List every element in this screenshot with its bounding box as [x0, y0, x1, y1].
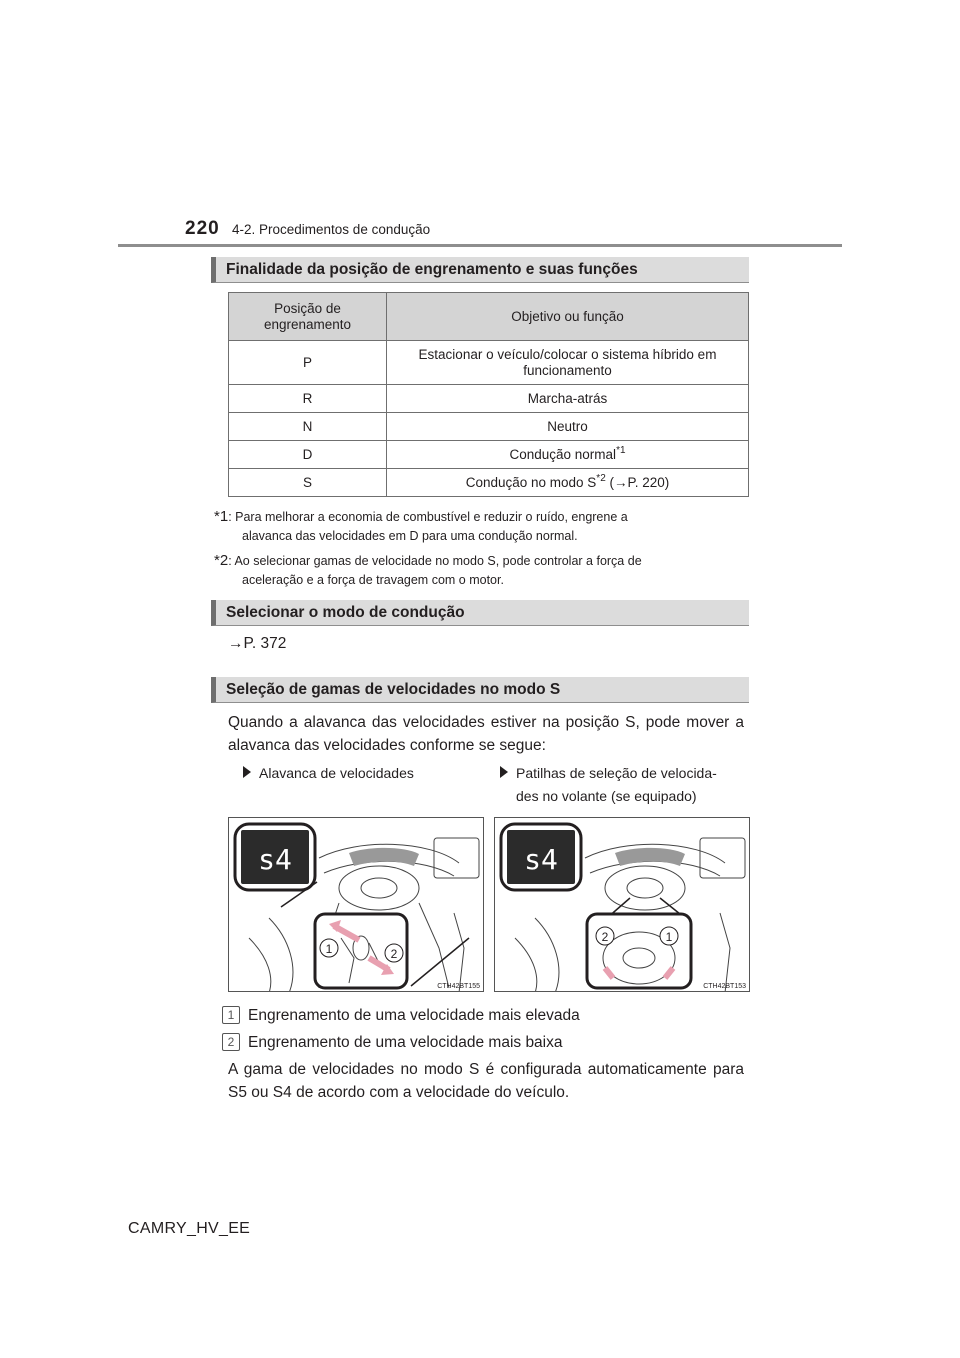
s-mode-intro: Quando a alavanca das velocidades estiver na posição S, pode mover a alavanca das velocidades conforme se segue: — [228, 714, 744, 754]
caption-text-cont: des no volante (se equipado) — [516, 788, 697, 804]
number-badge: 2 — [222, 1033, 240, 1051]
gear-function-cell: Marcha-atrás — [387, 385, 749, 413]
triangle-bullet-icon — [500, 766, 508, 778]
gear-position-cell: P — [229, 341, 387, 385]
table-row — [229, 413, 749, 441]
gear-positions-table — [228, 292, 749, 497]
footnote-text: : Ao selecionar gamas de velocidade no modo S, pode controlar a força de — [228, 554, 642, 568]
paddle-shifter-illustration — [495, 818, 750, 992]
section-title: 4-2. Procedimentos de condução — [232, 222, 431, 237]
drive-mode-heading: Selecionar o modo de condução — [211, 600, 749, 626]
function-text: Condução no modo S — [465, 474, 597, 490]
caption-text: Patilhas de seleção de velocida- — [516, 765, 717, 781]
gear-position-cell: N — [229, 413, 387, 441]
s-mode-closing: A gama de velocidades no modo S é configurada automaticamente para S5 ou S4 de acordo com a velocidade do veículo. — [228, 1061, 744, 1101]
list-item-text: Engrenamento de uma velocidade mais baixa — [248, 1034, 563, 1051]
page-reference: (→P. 220) — [609, 474, 670, 490]
footnote-text-cont: aceleração e a força de travagem com o motor. — [242, 573, 504, 587]
table-row — [229, 341, 749, 385]
drive-mode-reference[interactable]: →P. 372 — [228, 635, 287, 652]
triangle-bullet-icon — [243, 766, 251, 778]
caption-text: Alavanca de velocidades — [259, 765, 414, 781]
gear-lever-figure — [228, 817, 484, 992]
column-header-position: Posição de engrenamento — [229, 293, 387, 341]
left-figure-caption — [243, 762, 414, 785]
model-code: CAMRY_HV_EE — [128, 1220, 251, 1237]
footnote-mark: *2 — [214, 552, 229, 569]
footnote-text: : Para melhorar a economia de combustível e reduzir o ruído, engrene a — [228, 510, 628, 524]
list-item-text: Engrenamento de uma velocidade mais elevada — [248, 1007, 580, 1024]
table-header-row — [229, 293, 749, 341]
paddle-shifter-figure — [494, 817, 750, 992]
footnote-marker: *1 — [616, 444, 626, 456]
gear-position-cell: D — [229, 441, 387, 469]
footnote-marker: *2 — [596, 472, 606, 484]
callout-1: 1 — [325, 942, 333, 956]
column-header-function: Objetivo ou função — [387, 293, 749, 341]
s4-display-text: s4 — [524, 843, 558, 876]
callout-1: 1 — [665, 930, 673, 944]
s4-display-text: s4 — [258, 843, 292, 876]
list-item — [222, 1004, 738, 1027]
function-text: Condução normal — [509, 446, 617, 462]
table-row — [229, 385, 749, 413]
table-row — [229, 469, 749, 497]
list-item — [222, 1031, 738, 1054]
callout-2: 2 — [390, 947, 398, 961]
figure-code: CTH42BT153 — [703, 983, 746, 990]
footnote-1 — [214, 507, 748, 546]
gear-function-cell: Estacionar o veículo/colocar o sistema híbrido em funcionamento — [387, 341, 749, 385]
callout-2: 2 — [601, 930, 609, 944]
number-badge: 1 — [222, 1006, 240, 1024]
gear-function-cell: Neutro — [387, 413, 749, 441]
table-row — [229, 441, 749, 469]
s-mode-heading: Seleção de gamas de velocidades no modo S — [211, 677, 749, 703]
footnote-text-cont: alavanca das velocidades em D para uma condução normal. — [242, 529, 578, 543]
gear-position-cell: R — [229, 385, 387, 413]
page-number: 220 — [185, 218, 220, 239]
gear-lever-illustration — [229, 818, 484, 992]
gear-section-heading: Finalidade da posição de engrenamento e suas funções — [211, 257, 749, 283]
header-rule — [118, 244, 842, 247]
footnote-mark: *1 — [214, 508, 229, 525]
footnote-2 — [214, 551, 748, 590]
right-figure-caption — [500, 762, 750, 808]
gear-function-cell — [387, 441, 749, 469]
gear-function-cell — [387, 469, 749, 497]
figure-code: CTH42BT155 — [437, 983, 480, 990]
gear-position-cell: S — [229, 469, 387, 497]
